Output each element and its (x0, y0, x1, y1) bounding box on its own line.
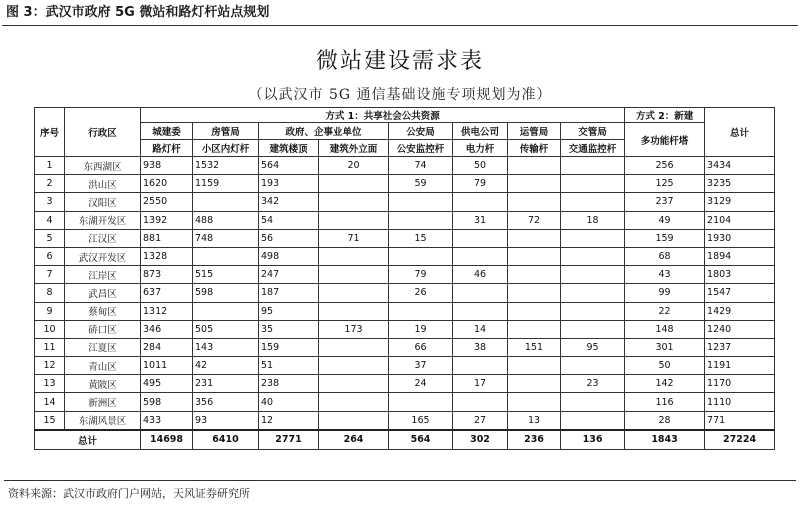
header-dept: 交管局 (561, 123, 625, 140)
table-cell: 237 (625, 193, 705, 211)
table-row (35, 357, 775, 375)
totals-cell: 2771 (259, 430, 319, 450)
row-seq: 11 (35, 338, 65, 356)
table-cell: 1240 (705, 320, 775, 338)
row-seq: 12 (35, 357, 65, 375)
table-cell: 873 (141, 266, 193, 284)
table-cell (561, 320, 625, 338)
table-cell: 95 (259, 302, 319, 320)
table-cell (389, 393, 453, 411)
table-cell (319, 247, 389, 265)
table-cell (319, 175, 389, 193)
totals-cell: 564 (389, 430, 453, 450)
table-cell (453, 229, 508, 247)
table-row (35, 157, 775, 175)
table-cell: 13 (508, 411, 561, 430)
table-cell: 66 (389, 338, 453, 356)
table-cell (389, 302, 453, 320)
row-region: 江夏区 (65, 338, 141, 356)
table-cell: 3235 (705, 175, 775, 193)
header-dept: 房管局 (193, 123, 259, 140)
table-cell: 59 (389, 175, 453, 193)
table-cell: 938 (141, 157, 193, 175)
table-row (35, 393, 775, 411)
table-cell (319, 411, 389, 430)
table-row (35, 411, 775, 430)
table-cell (453, 193, 508, 211)
table-cell (508, 284, 561, 302)
table-cell: 159 (625, 229, 705, 247)
table-cell: 27 (453, 411, 508, 430)
header-item: 建筑外立面 (319, 140, 389, 157)
table-cell: 50 (453, 157, 508, 175)
table-cell (319, 375, 389, 393)
totals-cell: 302 (453, 430, 508, 450)
row-region: 硚口区 (65, 320, 141, 338)
table-cell: 498 (259, 247, 319, 265)
header-item: 交通监控杆 (561, 140, 625, 157)
header-item: 小区内灯杆 (193, 140, 259, 157)
row-region: 江岸区 (65, 266, 141, 284)
table-cell: 79 (453, 175, 508, 193)
table-cell (508, 393, 561, 411)
table-cell (453, 357, 508, 375)
table-cell (508, 266, 561, 284)
row-seq: 14 (35, 393, 65, 411)
table-cell: 43 (625, 266, 705, 284)
table-cell: 488 (193, 211, 259, 229)
table-cell: 72 (508, 211, 561, 229)
table-cell: 37 (389, 357, 453, 375)
row-region: 武汉开发区 (65, 247, 141, 265)
table-cell (319, 393, 389, 411)
table-row (35, 193, 775, 211)
row-seq: 13 (35, 375, 65, 393)
table-row (35, 266, 775, 284)
table-cell (319, 266, 389, 284)
table-cell: 433 (141, 411, 193, 430)
totals-cell: 236 (508, 430, 561, 450)
table-cell (453, 302, 508, 320)
header-group-shared: 方式 1：共享社会公共资源 (141, 108, 625, 123)
row-region: 黄陂区 (65, 375, 141, 393)
table-cell: 99 (625, 284, 705, 302)
table-cell: 342 (259, 193, 319, 211)
row-seq: 10 (35, 320, 65, 338)
totals-cell: 6410 (193, 430, 259, 450)
demand-table (34, 107, 775, 450)
table-cell (389, 247, 453, 265)
table-cell: 17 (453, 375, 508, 393)
table-row (35, 302, 775, 320)
table-row (35, 375, 775, 393)
table-cell: 148 (625, 320, 705, 338)
row-seq: 3 (35, 193, 65, 211)
header-dept: 运管局 (508, 123, 561, 140)
table-cell: 74 (389, 157, 453, 175)
table-cell: 231 (193, 375, 259, 393)
table-cell (453, 393, 508, 411)
header-item: 公安监控杆 (389, 140, 453, 157)
table-cell (561, 284, 625, 302)
source-note: 资料来源：武汉市政府门户网站，天风证券研究所 (4, 480, 796, 501)
table-cell (508, 302, 561, 320)
header-item: 路灯杆 (141, 140, 193, 157)
table-cell: 515 (193, 266, 259, 284)
table-cell (193, 302, 259, 320)
table-cell: 2104 (705, 211, 775, 229)
table-cell: 51 (259, 357, 319, 375)
table-cell (508, 247, 561, 265)
row-region: 汉阳区 (65, 193, 141, 211)
row-seq: 4 (35, 211, 65, 229)
table-cell: 1312 (141, 302, 193, 320)
totals-cell: 1843 (625, 430, 705, 450)
row-seq: 15 (35, 411, 65, 430)
table-cell: 165 (389, 411, 453, 430)
row-region: 东西湖区 (65, 157, 141, 175)
table-cell (319, 211, 389, 229)
table-cell: 187 (259, 284, 319, 302)
table-cell: 143 (193, 338, 259, 356)
table-cell: 20 (319, 157, 389, 175)
table-cell: 238 (259, 375, 319, 393)
table-cell (319, 357, 389, 375)
table-main-title: 微站建设需求表 (315, 49, 484, 74)
header-new-tower: 多功能杆塔 (625, 123, 705, 157)
table-cell: 598 (141, 393, 193, 411)
table-cell: 151 (508, 338, 561, 356)
table-cell: 142 (625, 375, 705, 393)
table-cell (561, 229, 625, 247)
table-cell: 505 (193, 320, 259, 338)
table-cell: 125 (625, 175, 705, 193)
table-cell (561, 175, 625, 193)
row-seq: 5 (35, 229, 65, 247)
figure-title: 图 3：武汉市政府 5G 微站和路灯杆站点规划 (2, 4, 798, 26)
table-cell: 50 (625, 357, 705, 375)
table-cell: 1159 (193, 175, 259, 193)
table-row (35, 320, 775, 338)
table-cell: 54 (259, 211, 319, 229)
totals-cell: 264 (319, 430, 389, 450)
header-seq: 序号 (35, 108, 65, 157)
table-cell (319, 302, 389, 320)
row-region: 东湖风景区 (65, 411, 141, 430)
table-cell: 247 (259, 266, 319, 284)
row-seq: 8 (35, 284, 65, 302)
header-group-new: 方式 2：新建 (625, 108, 705, 123)
table-cell: 22 (625, 302, 705, 320)
table-cell (508, 229, 561, 247)
table-cell (561, 266, 625, 284)
table-cell: 1191 (705, 357, 775, 375)
totals-row (35, 430, 775, 450)
table-cell (561, 411, 625, 430)
table-cell (193, 247, 259, 265)
table-cell: 38 (453, 338, 508, 356)
table-cell: 1547 (705, 284, 775, 302)
table-cell: 28 (625, 411, 705, 430)
table-cell: 15 (389, 229, 453, 247)
row-region: 洪山区 (65, 175, 141, 193)
table-cell (508, 375, 561, 393)
table-cell: 1894 (705, 247, 775, 265)
table-cell: 173 (319, 320, 389, 338)
row-region: 蔡甸区 (65, 302, 141, 320)
table-cell: 56 (259, 229, 319, 247)
table-cell: 1110 (705, 393, 775, 411)
table-cell: 71 (319, 229, 389, 247)
table-cell (508, 193, 561, 211)
row-seq: 6 (35, 247, 65, 265)
table-cell: 31 (453, 211, 508, 229)
table-cell: 159 (259, 338, 319, 356)
totals-cell: 14698 (141, 430, 193, 450)
table-cell: 18 (561, 211, 625, 229)
header-dept: 供电公司 (453, 123, 508, 140)
table-cell (561, 193, 625, 211)
table-cell: 19 (389, 320, 453, 338)
header-dept: 公安局 (389, 123, 453, 140)
table-cell (453, 247, 508, 265)
table-cell: 24 (389, 375, 453, 393)
table-row (35, 338, 775, 356)
row-region: 江汉区 (65, 229, 141, 247)
table-cell (319, 338, 389, 356)
table-cell: 3434 (705, 157, 775, 175)
table-cell: 748 (193, 229, 259, 247)
table-cell: 1803 (705, 266, 775, 284)
table-cell: 771 (705, 411, 775, 430)
table-cell (561, 247, 625, 265)
row-seq: 1 (35, 157, 65, 175)
table-cell: 40 (259, 393, 319, 411)
table-cell: 564 (259, 157, 319, 175)
table-cell: 1170 (705, 375, 775, 393)
table-cell: 284 (141, 338, 193, 356)
header-total: 总计 (705, 108, 775, 157)
table-cell (561, 157, 625, 175)
table-cell: 95 (561, 338, 625, 356)
table-cell (561, 393, 625, 411)
table-cell: 23 (561, 375, 625, 393)
row-region: 新洲区 (65, 393, 141, 411)
totals-cell: 27224 (705, 430, 775, 450)
table-cell (453, 284, 508, 302)
table-cell: 116 (625, 393, 705, 411)
header-item: 建筑楼顶 (259, 140, 319, 157)
table-cell (508, 357, 561, 375)
row-region: 东湖开发区 (65, 211, 141, 229)
table-cell: 256 (625, 157, 705, 175)
table-cell: 35 (259, 320, 319, 338)
table-row (35, 247, 775, 265)
table-row (35, 211, 775, 229)
table-cell: 2550 (141, 193, 193, 211)
table-cell: 1930 (705, 229, 775, 247)
header-dept: 城建委 (141, 123, 193, 140)
table-cell: 1620 (141, 175, 193, 193)
table-cell: 42 (193, 357, 259, 375)
table-cell: 14 (453, 320, 508, 338)
table-row (35, 284, 775, 302)
table-cell (508, 157, 561, 175)
table-cell (319, 193, 389, 211)
table-cell: 1237 (705, 338, 775, 356)
table-cell: 1392 (141, 211, 193, 229)
table-cell: 1532 (193, 157, 259, 175)
table-cell: 193 (259, 175, 319, 193)
table-cell: 46 (453, 266, 508, 284)
table-cell (508, 320, 561, 338)
table-cell: 346 (141, 320, 193, 338)
table-cell (389, 193, 453, 211)
table-cell: 1429 (705, 302, 775, 320)
table-cell (561, 357, 625, 375)
table-cell: 881 (141, 229, 193, 247)
row-region: 武昌区 (65, 284, 141, 302)
header-item: 传输杆 (508, 140, 561, 157)
header-item: 电力杆 (453, 140, 508, 157)
table-sub-title: （以武汉市 5G 通信基础设施专项规划为准） (248, 87, 552, 103)
table-cell (508, 175, 561, 193)
table-cell: 637 (141, 284, 193, 302)
row-seq: 2 (35, 175, 65, 193)
header-region: 行政区 (65, 108, 141, 157)
table-cell: 93 (193, 411, 259, 430)
table-cell: 1011 (141, 357, 193, 375)
table-cell: 301 (625, 338, 705, 356)
table-cell: 3129 (705, 193, 775, 211)
table-cell: 495 (141, 375, 193, 393)
table-cell: 598 (193, 284, 259, 302)
totals-label: 总计 (35, 430, 141, 450)
table-row (35, 229, 775, 247)
table-cell (389, 211, 453, 229)
header-dept: 政府、企事业单位 (259, 123, 389, 140)
table-cell (561, 302, 625, 320)
table-cell: 12 (259, 411, 319, 430)
table-cell: 79 (389, 266, 453, 284)
totals-cell: 136 (561, 430, 625, 450)
table-cell: 49 (625, 211, 705, 229)
row-region: 青山区 (65, 357, 141, 375)
table-row (35, 175, 775, 193)
table-cell: 26 (389, 284, 453, 302)
row-seq: 7 (35, 266, 65, 284)
table-cell: 1328 (141, 247, 193, 265)
table-cell (193, 193, 259, 211)
row-seq: 9 (35, 302, 65, 320)
table-cell: 356 (193, 393, 259, 411)
table-cell: 68 (625, 247, 705, 265)
table-cell (319, 284, 389, 302)
